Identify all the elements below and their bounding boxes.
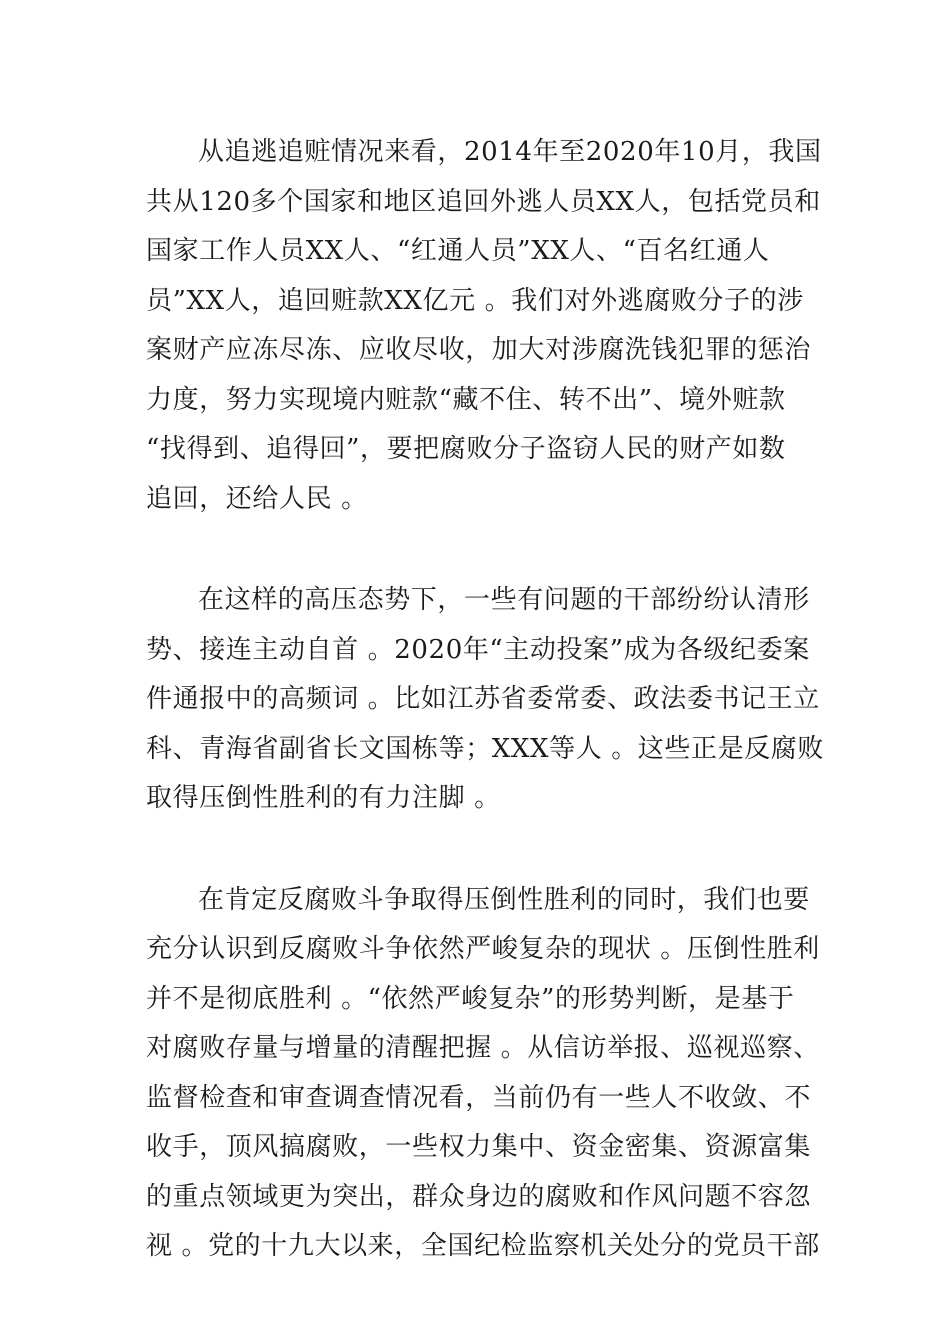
text-line: 势、接连主动自首 。2020年“主动投案”成为各级纪委案 [146,634,810,665]
text-line: 在这样的高压态势下，一些有问题的干部纷纷认清形 [198,585,810,615]
text-line: 对腐败存量与增量的清醒把握 。从信访举报、巡视巡察、 [146,1033,820,1063]
text-line: 从追逃追赃情况来看，2014年至2020年10月，我国 [198,137,822,167]
text-line: 在肯定反腐败斗争取得压倒性胜利的同时，我们也要 [198,884,810,915]
text-line: 案财产应冻尽冻、应收尽收，加大对涉腐洗钱犯罪的惩治 [146,335,812,365]
text-line: “找得到、追得回”，要把腐败分子盗窃人民的财产如数 [146,434,786,464]
text-line: 充分认识到反腐败斗争依然严峻复杂的现状 。压倒性胜利 [146,934,820,964]
text-line: 员”XX人，追回赃款XX亿元 。我们对外逃腐败分子的涉 [146,285,804,316]
text-line: 力度，努力实现境内赃款“藏不住、转不出”、境外赃款 [146,384,786,415]
paragraph-spacer [146,824,806,876]
text-line: 的重点领域更为突出，群众身边的腐败和作风问题不容忽 [146,1181,812,1212]
paragraph-surrender [146,576,824,824]
text-line: 件通报中的高频词 。比如江苏省委常委、政法委书记王立 [146,684,820,714]
text-line: 共从120多个国家和地区追回外逃人员XX人，包括党员和 [146,186,821,217]
text-line: 监督检查和审查调查情况看，当前仍有一些人不收敛、不 [146,1082,812,1113]
text-line: 视 。党的十九大以来，全国纪检监察机关处分的党员干部 [146,1231,820,1261]
text-line: 取得压倒性胜利的有力注脚 。 [146,783,501,813]
text-line: 国家工作人员XX人、“红通人员”XX人、“百名红通人 [146,236,770,266]
text-line: 收手，顶风搞腐败，一些权力集中、资金密集、资源富集 [146,1132,812,1162]
document-body [146,128,824,1272]
text-line: 追回，还给人民 。 [146,483,368,514]
paragraph-spacer [146,524,806,576]
text-line: 科、青海省副省长文国栋等；XXX等人 。这些正是反腐败 [146,733,824,764]
paragraph-situation [146,876,820,1272]
paragraph-recovery [146,128,822,524]
text-line: 并不是彻底胜利 。“依然严峻复杂”的形势判断，是基于 [146,983,795,1014]
